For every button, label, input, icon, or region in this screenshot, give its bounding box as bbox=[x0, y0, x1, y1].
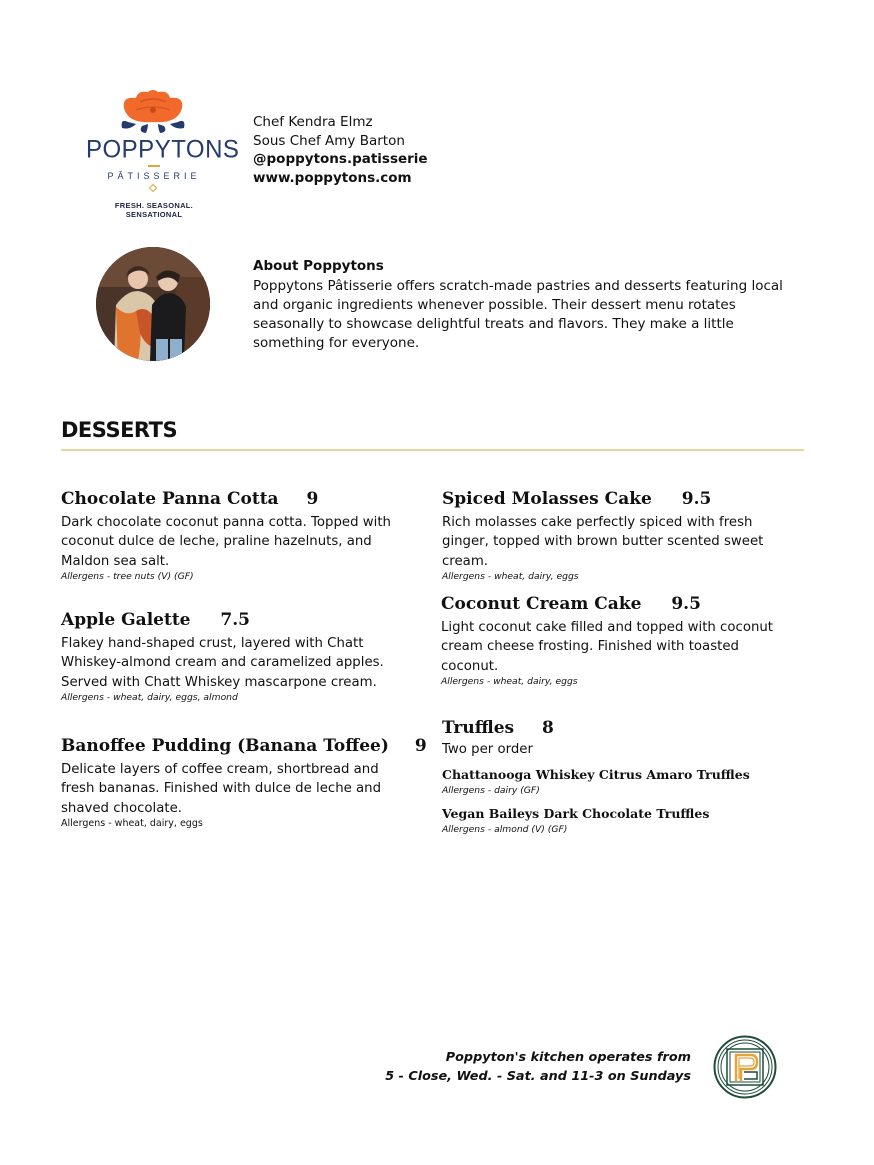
truffle-variety-allergens: Allergens - dairy (GF) bbox=[442, 785, 540, 797]
truffle-variety-allergens: Allergens - almond (V) (GF) bbox=[442, 824, 568, 836]
menu-item-coconut-cream-cake bbox=[441, 594, 791, 688]
logo-brand-name: POPPYTONS bbox=[86, 135, 240, 164]
logo-diamond bbox=[149, 184, 157, 192]
kitchen-hours-line-2: 5 - Close, Wed. - Sat. and 11-3 on Sundays bbox=[385, 1069, 691, 1084]
item-name: Spiced Molasses Cake bbox=[442, 489, 652, 509]
about-title: About Poppytons bbox=[253, 258, 384, 274]
item-name: Coconut Cream Cake bbox=[441, 594, 642, 614]
truffle-variety-name: Vegan Baileys Dark Chocolate Truffles bbox=[442, 806, 710, 822]
menu-item-apple-galette bbox=[61, 610, 406, 704]
kitchen-hours-line-1: Poppyton's kitchen operates from bbox=[445, 1050, 691, 1065]
poppy-flower-icon bbox=[118, 88, 188, 134]
item-description: Rich molasses cake perfectly spiced with fresh ginger, topped with brown butter scented sweet cream. bbox=[442, 515, 764, 569]
about-text: Poppytons Pâtisserie offers scratch-made pastries and desserts featuring local and organic ingredients whenever possible. Their dessert menu rotates seasonally to showcase delightful treats and flavors. They make a little something for everyone. bbox=[253, 278, 783, 351]
chefs-photo bbox=[96, 247, 210, 361]
logo-subtitle: PÂTISSERIE bbox=[107, 171, 201, 181]
item-allergens: Allergens - wheat, dairy, eggs bbox=[441, 675, 578, 687]
item-price: 7.5 bbox=[220, 610, 250, 630]
item-description: Delicate layers of coffee cream, shortbread and fresh bananas. Finished with dulce de leche and shaved chocolate. bbox=[61, 762, 382, 816]
item-description: Dark chocolate coconut panna cotta. Topped with coconut dulce de leche, praline hazelnuts, and Maldon sea salt. bbox=[61, 515, 391, 569]
item-allergens: Allergens - tree nuts (V) (GF) bbox=[61, 570, 194, 582]
item-name: Chocolate Panna Cotta bbox=[61, 489, 279, 509]
p-monogram-logo-icon bbox=[713, 1035, 777, 1099]
logo-dash bbox=[148, 165, 160, 167]
kitchen-hours bbox=[385, 1048, 691, 1086]
item-price: 8 bbox=[542, 718, 554, 738]
item-allergens: Allergens - wheat, dairy, eggs bbox=[442, 570, 579, 582]
item-name: Truffles bbox=[442, 718, 515, 738]
item-description: Light coconut cake filled and topped with coconut cream cheese frosting. Finished with toasted coconut. bbox=[441, 620, 774, 674]
website-link[interactable]: www.poppytons.com bbox=[253, 169, 412, 186]
item-allergens: Allergens - wheat, dairy, eggs bbox=[61, 817, 203, 829]
menu-item-chocolate-panna-cotta bbox=[61, 489, 406, 583]
desserts-heading: DESSERTS bbox=[61, 418, 178, 442]
item-description: Flakey hand-shaped crust, layered with Chatt Whiskey-almond cream and caramelized apples. Served with Chatt Whiskey mascarpone cream. bbox=[61, 636, 384, 690]
item-name: Banoffee Pudding (Banana Toffee) bbox=[61, 736, 389, 756]
section-divider bbox=[61, 449, 804, 451]
about-section bbox=[253, 257, 798, 353]
poppytons-logo bbox=[86, 88, 240, 219]
item-price: 9.5 bbox=[681, 489, 712, 509]
menu-item-spiced-molasses-cake bbox=[442, 489, 792, 583]
truffles-note: Two per order bbox=[442, 742, 533, 757]
item-price: 9 bbox=[306, 489, 319, 509]
menu-item-truffles bbox=[442, 718, 792, 836]
menu-item-banoffee-pudding bbox=[61, 736, 427, 830]
item-price: 9 bbox=[414, 736, 427, 756]
logo-tagline: FRESH. SEASONAL. SENSATIONAL bbox=[114, 201, 194, 219]
social-handle[interactable]: @poppytons.patisserie bbox=[253, 151, 428, 167]
truffle-variety-name: Chattanooga Whiskey Citrus Amaro Truffles bbox=[442, 767, 750, 783]
chef-name: Chef Kendra Elmz bbox=[253, 114, 373, 130]
chef-info bbox=[253, 113, 428, 187]
sous-chef-name: Sous Chef Amy Barton bbox=[253, 132, 405, 149]
item-price: 9.5 bbox=[671, 594, 701, 614]
item-name: Apple Galette bbox=[61, 610, 191, 630]
item-allergens: Allergens - wheat, dairy, eggs, almond bbox=[61, 691, 238, 703]
